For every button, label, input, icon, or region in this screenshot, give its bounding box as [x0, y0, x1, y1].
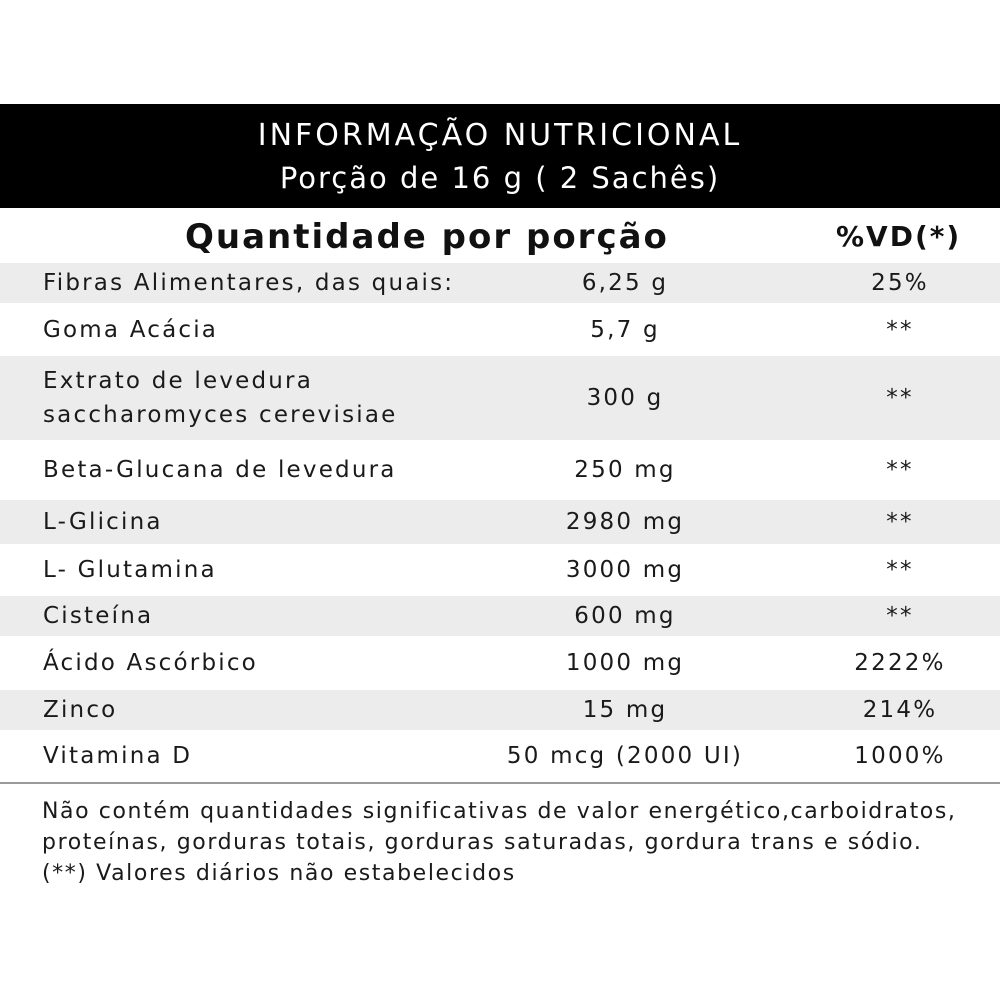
- column-header-quantity: Quantidade por porção: [185, 217, 669, 257]
- table-row: [0, 500, 1000, 544]
- nutrient-daily-value: 214%: [862, 697, 938, 723]
- nutrient-daily-value: **: [886, 385, 914, 411]
- nutrient-amount: 1000 mg: [565, 650, 685, 676]
- nutrient-amount: 15 mg: [582, 697, 668, 723]
- nutrient-daily-value: **: [886, 457, 914, 483]
- nutrient-name: Fibras Alimentares, das quais:: [43, 270, 455, 296]
- table-row: [0, 544, 1000, 596]
- nutrient-name: Beta-Glucana de levedura: [43, 457, 397, 483]
- serving-size: Porção de 16 g ( 2 Sachês): [279, 161, 721, 195]
- nutrient-amount: 5,7 g: [590, 316, 660, 343]
- nutrient-daily-value: **: [886, 557, 914, 583]
- nutrient-amount: 6,25 g: [581, 270, 669, 296]
- table-divider: [0, 782, 1000, 784]
- table-row: [0, 596, 1000, 636]
- nutrient-daily-value: 1000%: [854, 743, 946, 769]
- column-header-daily-value: %VD(*): [836, 220, 962, 253]
- nutrient-daily-value: 25%: [871, 270, 929, 296]
- nutrient-daily-value: 2222%: [854, 650, 946, 676]
- nutrient-name: Cisteína: [43, 603, 154, 629]
- footnote-line: Não contém quantidades significativas de valor energético,carboidratos,: [42, 799, 957, 824]
- table-header: [0, 104, 1000, 208]
- table-row: [0, 263, 1000, 303]
- nutrient-amount: 50 mcg (2000 UI): [506, 743, 744, 769]
- table-row: [0, 440, 1000, 500]
- nutrient-daily-value: **: [886, 509, 914, 535]
- table-row: [0, 303, 1000, 356]
- table-row: [0, 690, 1000, 730]
- footnote-line: proteínas, gorduras totais, gorduras saturadas, gordura trans e sódio.: [42, 830, 923, 855]
- nutrient-name: Vitamina D: [43, 743, 193, 769]
- nutrient-amount: 250 mg: [574, 457, 676, 483]
- table-row: [0, 730, 1000, 782]
- nutrient-name: Extrato de levedura saccharomyces cerevisiae: [43, 368, 398, 428]
- nutrient-name: Ácido Ascórbico: [43, 650, 258, 676]
- footnote: [42, 796, 992, 889]
- nutrient-daily-value: **: [886, 603, 914, 629]
- table-row: [0, 636, 1000, 690]
- table-row: [0, 356, 1000, 440]
- nutrient-name: Goma Acácia: [43, 316, 219, 343]
- nutrient-amount: 300 g: [586, 385, 664, 411]
- nutrient-name: L-Glicina: [43, 509, 163, 535]
- nutrient-name: Zinco: [43, 697, 118, 723]
- nutrient-amount: 3000 mg: [565, 557, 685, 583]
- nutrient-amount: 600 mg: [574, 603, 676, 629]
- nutrient-daily-value: **: [886, 316, 914, 343]
- nutrient-name: L- Glutamina: [43, 557, 217, 583]
- nutrient-amount: 2980 mg: [565, 509, 685, 535]
- page-title: INFORMAÇÃO NUTRICIONAL: [257, 118, 743, 153]
- footnote-line: (**) Valores diários não estabelecidos: [42, 861, 516, 886]
